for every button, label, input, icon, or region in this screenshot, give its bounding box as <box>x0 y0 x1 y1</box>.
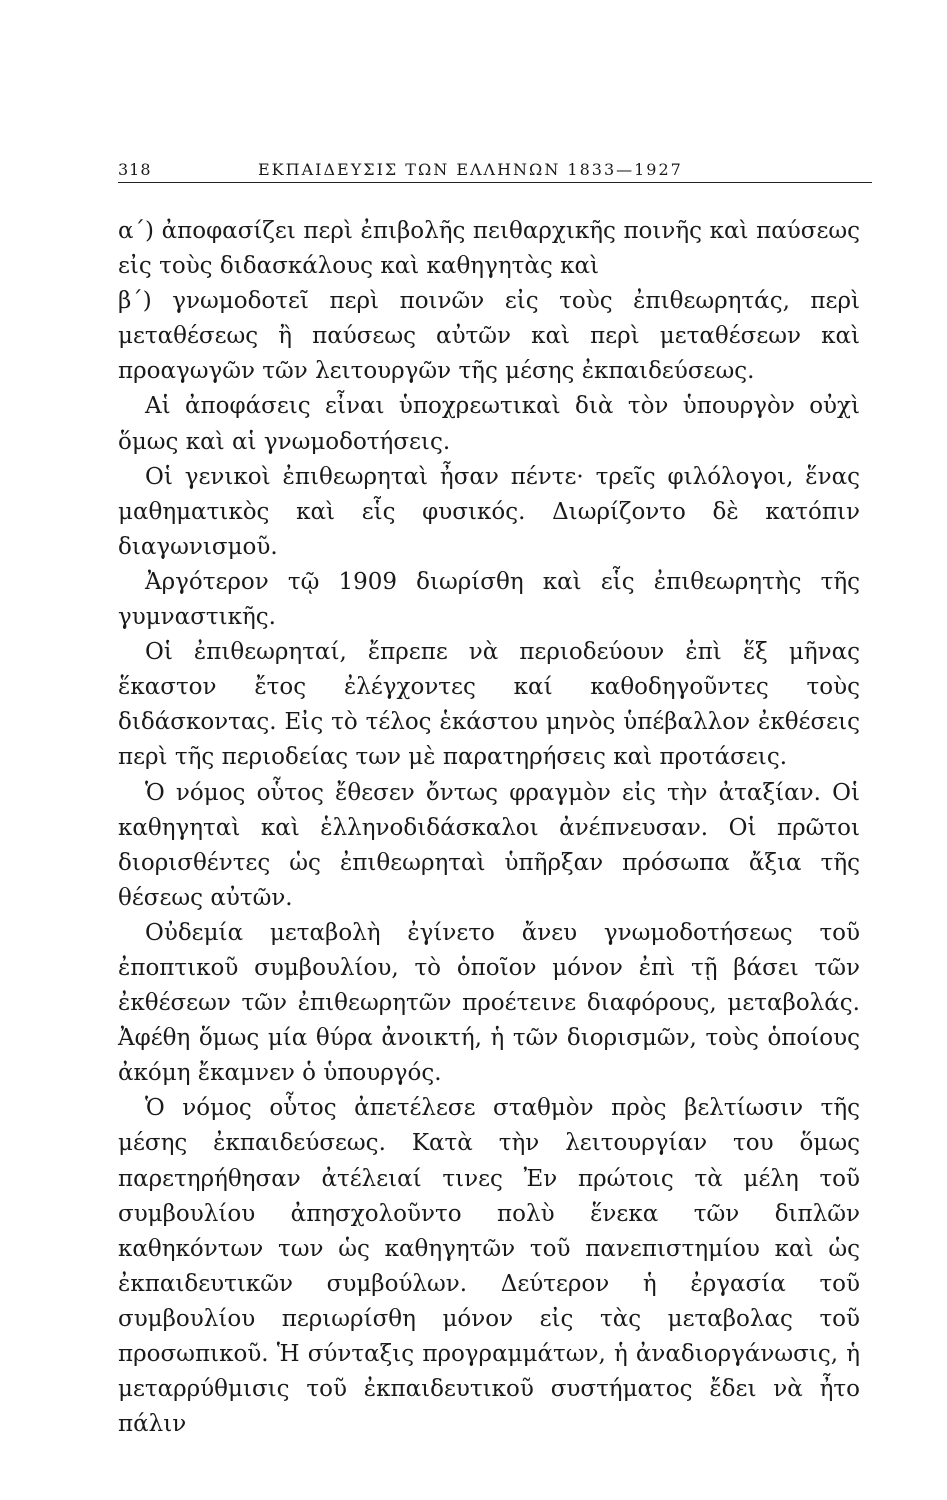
paragraph: Οἱ γενικοὶ ἐπιθεωρηταὶ ἦσαν πέντε· τρεῖς φιλόλογοι, ἕνας μαθηματικὸς καὶ εἷς φυσικός. Διωρίζοντο δὲ κατόπιν διαγωνισμοῦ. <box>118 463 860 560</box>
page-number: 318 <box>118 160 152 179</box>
paragraph: Οἱ ἐπιθεωρηταί, ἔπρεπε νὰ περιοδεύουν ἐπὶ ἕξ μῆνας ἕκαστον ἔτος ἐλέγχοντες καί καθοδηγοῦντες τοὺς διδάσκοντας. Εἰς τὸ τέλος ἑκάστου μηνὸς ὑπέβαλλον ἐκθέσεις περὶ τῆς περιοδείας των μὲ παρατηρήσεις καὶ προτάσεις. <box>118 639 860 771</box>
header-rule <box>118 182 872 183</box>
paragraph-clause-a: α΄) ἀποφασίζει περὶ ἐπιβολῆς πειθαρχικῆς ποινῆς καὶ παύσεως εἰς τοὺς διδασκάλους καὶ καθηγητὰς καὶ <box>118 218 860 280</box>
paragraph: Ὁ νόμος οὗτος ἀπετέλεσε σταθμὸν πρὸς βελτίωσιν τῆς μέσης ἐκπαιδεύσεως. Κατὰ τὴν λειτουργίαν του ὅμως παρετηρήθησαν ἀτέλειαί τινες Ἐν πρώτοις τὰ μέλη τοῦ συμβουλίου ἀπησχολοῦντο πολὺ ἕνεκα τῶν διπλῶν καθηκόντων των ὡς καθηγητῶν τοῦ πανεπιστημίου καὶ ὡς ἐκπαιδευτικῶν συμβούλων. Δεύτερον ἡ ἐργασία τοῦ συμβουλίου περιωρίσθη μόνον εἰς τὰς μεταβολας τοῦ προσωπικοῦ. Ἡ σύνταξις προγραμμάτων, ἡ ἀναδιοργάνωσις, ἡ μεταρρύθμισις τοῦ ἐκπαιδευτικοῦ συστήματος ἔδει νὰ ἦτο πάλιν <box>118 1095 860 1438</box>
paragraph: Αἱ ἀποφάσεις εἶναι ὑποχρεωτικαὶ διὰ τὸν ὑπουργὸν οὐχὶ ὅμως καὶ αἱ γνωμοδοτήσεις. <box>118 393 860 455</box>
running-head-title: ΕΚΠΑΙΔΕΥΣΙΣ ΤΩΝ ΕΛΛΗΝΩΝ 1833—1927 <box>258 160 683 179</box>
body-text <box>118 214 860 1442</box>
paragraph: Οὐδεμία μεταβολὴ ἐγίνετο ἄνευ γνωμοδοτήσεως τοῦ ἐποπτικοῦ συμβουλίου, τὸ ὁποῖον μόνον ἐπὶ τῇ βάσει τῶν ἐκθέσεων τῶν ἐπιθεωρητῶν προέτεινε διαφόρους, μεταβολάς. Ἀφέθη ὅμως μία θύρα ἀνοικτή, ἡ τῶν διορισμῶν, τοὺς ὁποίους ἀκόμη ἔκαμνεν ὁ ὑπουργός. <box>118 919 860 1087</box>
paragraph: Ἀργότερον τῷ 1909 διωρίσθη καὶ εἷς ἐπιθεωρητὴς τῆς γυμναστικῆς. <box>118 568 860 631</box>
paragraph-clause-b: β΄) γνωμοδοτεῖ περὶ ποινῶν εἰς τοὺς ἐπιθεωρητάς, περὶ μεταθέσεως ἢ παύσεως αὐτῶν καὶ περὶ μεταθέσεων καὶ προαγωγῶν τῶν λειτουργῶν τῆς μέσης ἐκπαιδεύσεως. <box>118 288 860 385</box>
paragraph: Ὁ νόμος οὗτος ἔθεσεν ὄντως φραγμὸν εἰς τὴν ἀταξίαν. Οἱ καθηγηταὶ καὶ ἑλληνοδιδάσκαλοι ἀνέπνευσαν. Οἱ πρῶτοι διορισθέντες ὡς ἐπιθεωρηταὶ ὑπῆρξαν πρόσωπα ἄξια τῆς θέσεως αὐτῶν. <box>118 779 860 911</box>
